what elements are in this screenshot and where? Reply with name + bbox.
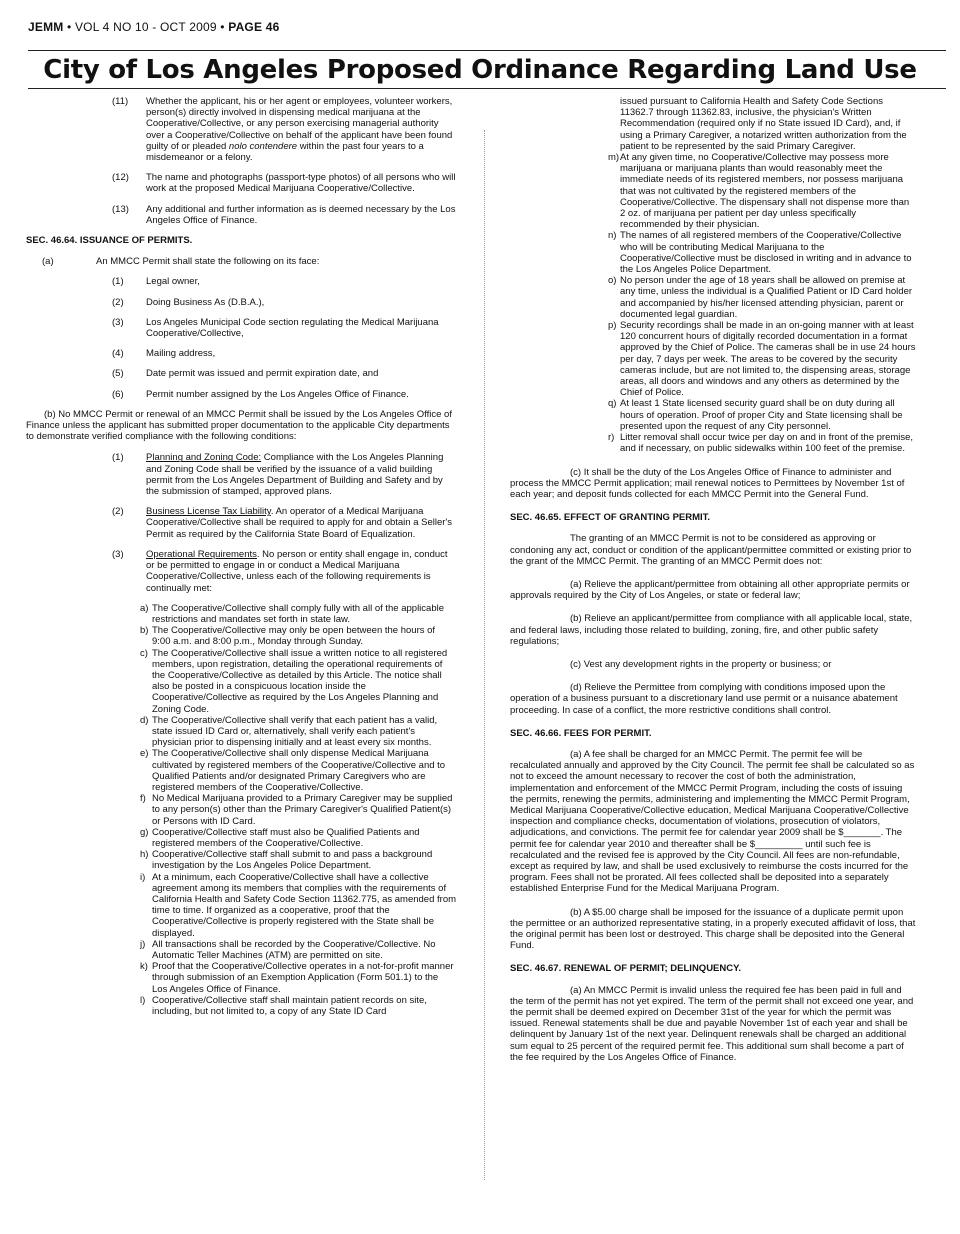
list-item <box>52 348 456 359</box>
section-4665-b: (b) Relieve an applicant/permittee from compliance with all applicable local, state, and federal laws, including those related to building, zoning, fire, and other public safety regulations; <box>510 613 913 647</box>
list-item-marker: k) <box>140 961 148 973</box>
list-item-text: The Cooperative/Collective shall comply fully with all of the applicable restrictions and mandates set forth in state law. <box>152 602 445 625</box>
left-column <box>26 96 457 1018</box>
list-item-text: Permit number assigned by the Los Angeles Office of Finance. <box>146 388 409 400</box>
list-item-text: Doing Business As (D.B.A.), <box>146 296 265 308</box>
list-item-marker: (6) <box>112 388 124 400</box>
requirement-l-continued: issued pursuant to California Health and Safety Code Sections 11362.7 through 11362.83, inclusive, the physician's Written Recommendation (required only if no State issued ID Card), and, if using a Primary Caregiver, a notarized written authorization from the patient to be represented by the said Primary Caregiver. <box>620 96 907 152</box>
list-item-marker: n) <box>608 230 617 242</box>
list-item-marker: p) <box>608 320 617 332</box>
list-item <box>510 230 916 275</box>
list-item-marker: i) <box>140 871 146 883</box>
list-item-marker: f) <box>140 793 146 805</box>
list-item <box>52 603 456 625</box>
list-item-marker: (2) <box>112 296 124 308</box>
section-4665-c: (c) Vest any development rights in the property or business; or <box>570 658 832 670</box>
list-item <box>510 320 916 398</box>
list-item-text: Cooperative/Collective staff shall submit to and pass a background investigation by the Los Angeles Police Department. <box>152 849 433 872</box>
list-item-text: Cooperative/Collective staff must also be Qualified Patients and registered members of the Cooperative/Collective. <box>152 826 420 849</box>
list-item-marker: c) <box>140 647 148 659</box>
list-item-text: Mailing address, <box>146 348 216 360</box>
list-item <box>510 152 916 230</box>
list-item <box>52 939 456 961</box>
list-item <box>52 995 456 1017</box>
operational-requirements-list <box>52 603 456 1018</box>
list-item-marker: d) <box>140 714 149 726</box>
list-item-text: Proof that the Cooperative/Collective operates in a not-for-profit manner through submission of an Exemption Application (Form 501.1) to the Los Angeles Office of Finance. <box>152 961 454 995</box>
list-item-marker: a) <box>140 602 149 614</box>
list-item-text: No Medical Marijuana provided to a Primary Caregiver may be supplied to any person(s) other than the Primary Caregiver's Qualified Patient(s) or Persons with ID Card. <box>152 793 453 827</box>
list-item-text: At any given time, no Cooperative/Collective may possess more marijuana or marijuana plants than would reasonably meet the immediate needs of its registered members, nor possess marijuana that was not cultivated by the registered members of the Cooperative/Collective. The dispensary shall not dispense more than 2 oz. of marijuana per patient per day unless specifically recommended by their physician. <box>620 152 910 231</box>
list-item-marker: (5) <box>112 368 124 380</box>
header-rule <box>28 50 946 51</box>
section-4666-b: (b) A $5.00 charge shall be imposed for the issuance of a duplicate permit upon the permittee or an authorized representative stating, in a properly executed affidavit of loss, that the original permit has been lost or destroyed. This charge shall be deposited into the General Fund. <box>510 906 916 952</box>
list-item-text: No person under the age of 18 years shall be allowed on premise at any time, unless the individual is a Qualified Patient or ID Card holder and accompanied by his/her licensed attending physician, parent or documented legal guardian. <box>620 275 913 320</box>
list-item-marker: b) <box>140 625 149 637</box>
permit-face-list <box>52 276 456 399</box>
list-item <box>52 827 456 849</box>
list-item-text: Los Angeles Municipal Code section regulating the Medical Marijuana Cooperative/Collective, <box>146 316 439 340</box>
list-item-text: All transactions shall be recorded by the Cooperative/Collective. No Automatic Teller Machines (ATM) are permitted on site. <box>152 938 436 961</box>
running-header: JEMM • VOL 4 NO 10 - OCT 2009 • PAGE 46 <box>28 20 280 34</box>
list-item-text: Litter removal shall occur twice per day on and in front of the premise, and if necessary, on public sidewalks within 100 feet of the premise. <box>620 432 914 455</box>
list-item-marker: l) <box>140 994 146 1006</box>
list-item-text: At a minimum, each Cooperative/Collective shall have a collective agreement among its members that complies with the requirements of California Health and Safety Code Section 11362.775, as amended from time to time. If organized as a cooperative, proof that the Cooperative/Collective is properly registered with the State shall be displayed. <box>152 871 457 939</box>
list-item-text: Date permit was issued and permit expiration date, and <box>146 368 379 380</box>
list-item-marker: h) <box>140 849 149 861</box>
list-item <box>510 398 916 432</box>
operational-requirements-list-cont <box>510 152 916 454</box>
list-item <box>510 432 916 454</box>
section-heading-4666: SEC. 46.66. FEES FOR PERMIT. <box>510 727 652 739</box>
list-item <box>52 368 456 379</box>
list-item <box>52 625 456 647</box>
title-rule <box>28 88 946 89</box>
section-4667-a: (a) An MMCC Permit is invalid unless the required fee has been paid in full and the term of the permit has not yet expired. The term of the permit shall not exceed one year, and the permit shall be deemed expired on December 31st of the year for which the permit was issued. Renewal statements shall be due and payable November 1st of each year and shall be delinquent by January 1st of the next year. Delinquent renewals shall be charged an additional sum equal to 25 percent of the required permit fee. This additional sum shall become a part of the fee required by the Los Angeles Office of Finance. <box>510 984 914 1063</box>
list-item-text: The Cooperative/Collective shall verify that each patient has a valid, state issued ID Card or, alternatively, shall verify each patient's physician prior to dispensing initially and at least every six months. <box>152 714 438 749</box>
para-a: (a) An MMCC Permit shall state the following on its face: <box>42 256 320 268</box>
list-item <box>52 317 456 339</box>
list-item <box>52 872 456 939</box>
list-item <box>52 297 456 308</box>
condition-1: (1) Planning and Zoning Code: Compliance with the Los Angeles Planning and Zoning Code shall be verified by the issuance of a valid building permit from the Los Angeles Department of Building and Safety and by the submission of stamped, approved plans. <box>112 452 444 498</box>
item-11: (11) Whether the applicant, his or her agent or employees, volunteer workers, person(s) directly involved in dispensing medical marijuana at the Cooperative/Collective, or any person exercising managerial authority over a Cooperative/Collective on behalf of the applicant have been found guilty of or pleaded nolo contendere within the past four years to a misdemeanor or a felony. <box>112 96 453 164</box>
list-item <box>510 275 916 320</box>
list-item-marker: g) <box>140 826 149 838</box>
para-c: (c) It shall be the duty of the Los Angeles Office of Finance to administer and process the MMCC Permit application; mail renewal notices to Permittees by November 1st of each year; and deposit funds collected for each MMCC Permit into the General Fund. <box>510 466 905 500</box>
list-item <box>52 748 456 793</box>
section-4666-a: (a) A fee shall be charged for an MMCC Permit. The permit fee will be recalculated annually and approved by the City Council. The permit fee shall be calculated so as not to exceed the amount necessary to recover the cost of both the administration, implementation and enforcement of the MMCC Permit Program, including the costs of issuing the permits, renewing the permits, administering and implementing the MMCC Permit Program, Medical Marijuana Cooperative/Collective education, Medical Marijuana Cooperative/Collective inspection and compliance checks, documentation of violations, prosecution of violators, adjudications, and convictions. The permit fee for calendar year 2009 shall be $_______. The permit fee for calendar year 2010 and thereafter shall be $_________ until such fee is recalculated and the revised fee is approved by the City Council. All fees are non-refundable, except as required by law, and shall be used exclusively to reimburse the costs incurred for the program. Fees shall not be prorated. All fees collected shall be deposited into a separately established Enterprise Fund for the Medical Marijuana Program. <box>510 748 915 895</box>
list-item-marker: o) <box>608 275 617 287</box>
column-divider <box>484 130 485 1180</box>
list-item-marker: q) <box>608 398 617 410</box>
condition-2: (2) Business License Tax Liability. An operator of a Medical Marijuana Cooperative/Collective shall be required to apply for and obtain a Seller's Permit as required by the California State Board of Equalization. <box>112 506 452 540</box>
para-b: (b) No MMCC Permit or renewal of an MMCC Permit shall be issued by the Los Angeles Office of Finance unless the applicant has submitted proper documentation to the applicable City departments to demonstrate verified compliance with the following conditions: <box>26 408 452 443</box>
item-13: (13) Any additional and further information as is deemed necessary by the Los Angeles Office of Finance. <box>112 203 456 226</box>
list-item <box>52 648 456 715</box>
issue-info: VOL 4 NO 10 - OCT 2009 <box>74 20 217 34</box>
page-title: City of Los Angeles Proposed Ordinance Regarding Land Use <box>43 55 917 85</box>
section-heading-4667: SEC. 46.67. RENEWAL OF PERMIT; DELINQUENCY. <box>510 963 742 975</box>
list-item <box>52 793 456 827</box>
right-column <box>510 96 916 1075</box>
list-item-text: At least 1 State licensed security guard shall be on duty during all hours of operation. Proof of proper City and State licensing shall be presented upon the request of any City personnel. <box>620 398 903 432</box>
list-item-text: The Cooperative/Collective shall only dispense Medical Marijuana cultivated by registered members of the Cooperative/Collective and to Qualified Patients and/or designated Primary Caregivers who are registered members of the Cooperative/Collective. <box>152 748 446 793</box>
list-item-marker: (3) <box>112 316 124 328</box>
list-item <box>52 276 456 287</box>
list-item-marker: m) <box>608 152 620 164</box>
section-4665-d: (d) Relieve the Permittee from complying with conditions imposed upon the operation of a business pursuant to a discretionary land use permit or a nuisance abatement proceeding. In case of a conflict, the more restrictive conditions shall control. <box>510 682 898 716</box>
list-item <box>52 715 456 749</box>
page-number: PAGE 46 <box>228 20 280 34</box>
list-item-text: The Cooperative/Collective may only be open between the hours of 9:00 a.m. and 8:00 p.m., Monday through Sunday. <box>152 625 436 648</box>
list-item-marker: (1) <box>112 276 124 288</box>
list-item-marker: r) <box>608 432 615 444</box>
list-item-text: Security recordings shall be made in an on-going manner with at least 120 concurrent hours of digitally recorded documentation in a format approved by the Chief of Police. The cameras shall be in use 24 hours per day, 7 days per week. The areas to be covered by the security cameras include, but are not limited to, the dispensing areas, storage areas, all doors and windows and any others as determined by the Chief of Police. <box>620 320 916 399</box>
section-heading-4665: SEC. 46.65. EFFECT OF GRANTING PERMIT. <box>510 512 711 524</box>
list-item-text: The names of all registered members of the Cooperative/Collective who will be contributing Medical Marijuana to the Cooperative/Collective must be disclosed in writing and in advance to the Los Angeles Police Department. <box>620 230 912 276</box>
list-item-marker: j) <box>140 938 146 950</box>
list-item-text: The Cooperative/Collective shall issue a written notice to all registered members, upon registration, detailing the operational requirements of the Cooperative/Collective as detailed by this Article. The notice shall also be posted in a conspicuous location inside the Cooperative/Collective as required by the Los Angeles Planning and Zoning Code. <box>152 647 448 715</box>
condition-3: (3) Operational Requirements. No person or entity shall engage in, conduct or be permitted to engage in or conduct a Medical Marijuana Cooperative/Collective, unless each of the following requirements is continually met: <box>112 548 448 594</box>
list-item <box>52 961 456 995</box>
list-item-marker: (4) <box>112 348 124 360</box>
item-12: (12) The name and photographs (passport-type photos) of all persons who will work at the proposed Medical Marijuana Cooperative/Collective. <box>112 172 456 195</box>
section-4665-intro: The granting of an MMCC Permit is not to be considered as approving or condoning any act, conduct or condition of the applicant/permittee committed or existing prior to the grant of the MMCC Permit. The granting of an MMCC Permit does not: <box>510 533 912 567</box>
brand: JEMM <box>28 20 64 34</box>
list-item-text: Legal owner, <box>146 276 200 288</box>
section-heading-4664: SEC. 46.64. ISSUANCE OF PERMITS. <box>26 235 193 247</box>
list-item-text: Cooperative/Collective staff shall maintain patient records on site, including, but not limited to, a copy of any State ID Card <box>152 994 427 1018</box>
list-item <box>52 389 456 400</box>
section-4665-a: (a) Relieve the applicant/permittee from obtaining all other appropriate permits or approvals required by the City of Los Angeles, or state or federal law; <box>510 578 910 602</box>
list-item <box>52 849 456 871</box>
list-item-marker: e) <box>140 748 149 760</box>
